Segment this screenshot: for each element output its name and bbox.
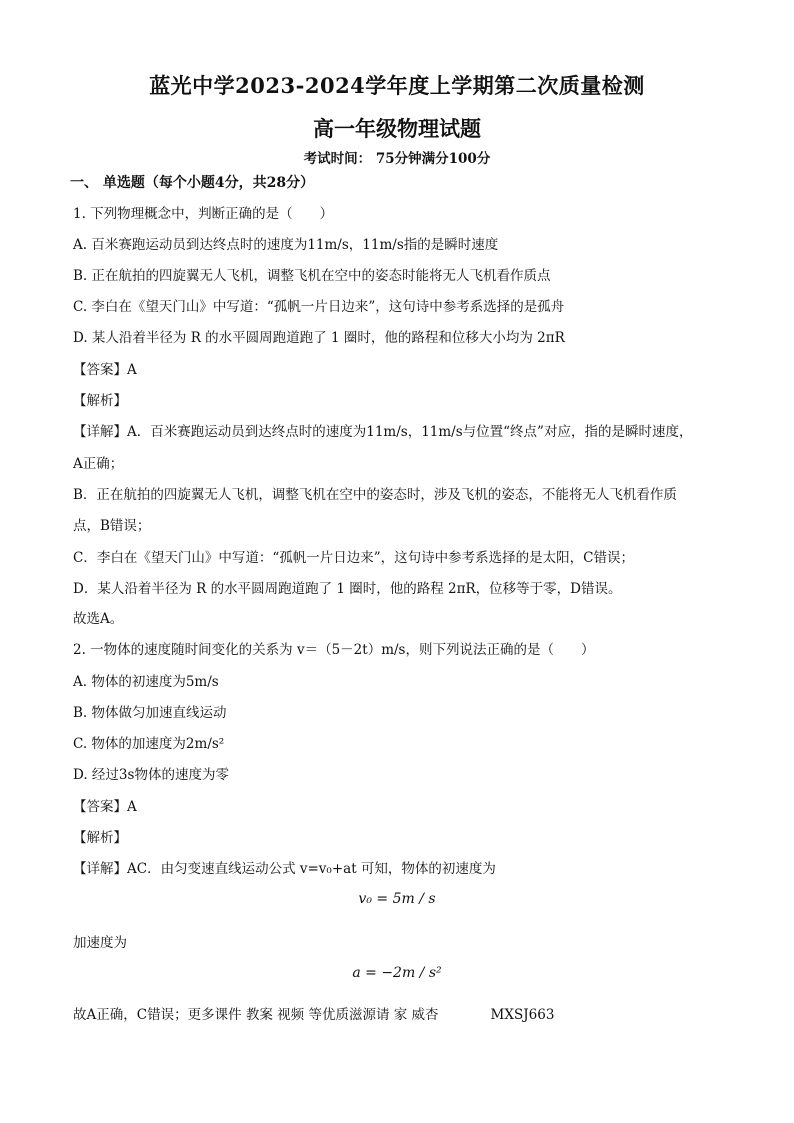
q1-stem: 1. 下列物理概念中，判断正确的是（ ） [73, 206, 334, 222]
q1-option-c: C. 李白在《望天门山》中写道：“孤帆一片日边来”，这句诗中参考系选择的是孤舟 [73, 299, 565, 315]
q1-option-b: B. 正在航拍的四旋翼无人飞机，调整飞机在空中的姿态时能将无人飞机看作质点 [73, 268, 551, 284]
q1-detail-line: C．李白在《望天门山》中写道：“孤帆一片日边来”，这句诗中参考系选择的是太阳，C错误； [73, 550, 634, 566]
q1-conclusion: 故选A。 [73, 611, 124, 627]
q1-detail-line: B．正在航拍的四旋翼无人飞机，调整飞机在空中的姿态时，涉及飞机的姿态，不能将无人飞机看作质 [73, 487, 677, 503]
equation-acceleration: a = −2m / s² [352, 965, 442, 981]
q1-option-d: D. 某人沿着半径为 R 的水平圆周跑道跑了 1 圈时，他的路程和位移大小均为 2πR [73, 330, 565, 346]
q1-analysis-label: 【解析】 [73, 393, 127, 409]
document-title: 蓝光中学2023-2024学年度上学期第二次质量检测 [149, 73, 645, 98]
q2-acceleration-label: 加速度为 [73, 935, 127, 951]
q1-detail-line: D．某人沿着半径为 R 的水平圆周跑道跑了 1 圈时，他的路程 2πR，位移等于零，D错误。 [73, 581, 622, 597]
document-subtitle: 高一年级物理试题 [313, 116, 481, 141]
q1-option-a: A. 百米赛跑运动员到达终点时的速度为11m/s，11m/s指的是瞬时速度 [73, 237, 499, 253]
q2-detail-line: 【详解】AC．由匀变速直线运动公式 v=v₀+at 可知，物体的初速度为 [73, 861, 496, 877]
q1-answer: 【答案】A [73, 362, 137, 378]
q2-answer: 【答案】A [73, 799, 137, 815]
q1-detail-line: A正确； [73, 456, 124, 472]
q2-final-line [73, 1003, 554, 1023]
q1-detail-line: 点，B错误； [73, 518, 151, 534]
section-heading: 一、 单选题（每个小题4分，共28分） [70, 175, 315, 191]
q2-option-a: A. 物体的初速度为5m/s [73, 674, 219, 690]
q2-option-d: D. 经过3s物体的速度为零 [73, 767, 229, 783]
q2-option-c: C. 物体的加速度为2m/s² [73, 736, 225, 752]
q2-stem: 2. 一物体的速度随时间变化的关系为 v＝（5－2t）m/s，则下列说法正确的是（ ） [73, 642, 595, 658]
q2-option-b: B. 物体做匀加速直线运动 [73, 705, 227, 721]
exam-time-info: 考试时间： 75分钟满分100分 [303, 151, 491, 167]
q2-analysis-label: 【解析】 [73, 830, 127, 846]
source-code-label: MXSJ663 [490, 1007, 555, 1023]
q2-final-text: 故A正确，C错误；更多课件 教案 视频 等优质滋源请 家 威杏 [73, 1007, 439, 1023]
q1-detail-line: 【详解】A．百米赛跑运动员到达终点时的速度为11m/s，11m/s与位置“终点”对应，指的是瞬时速度， [73, 424, 693, 440]
equation-initial-velocity: v₀ = 5m / s [358, 891, 436, 907]
